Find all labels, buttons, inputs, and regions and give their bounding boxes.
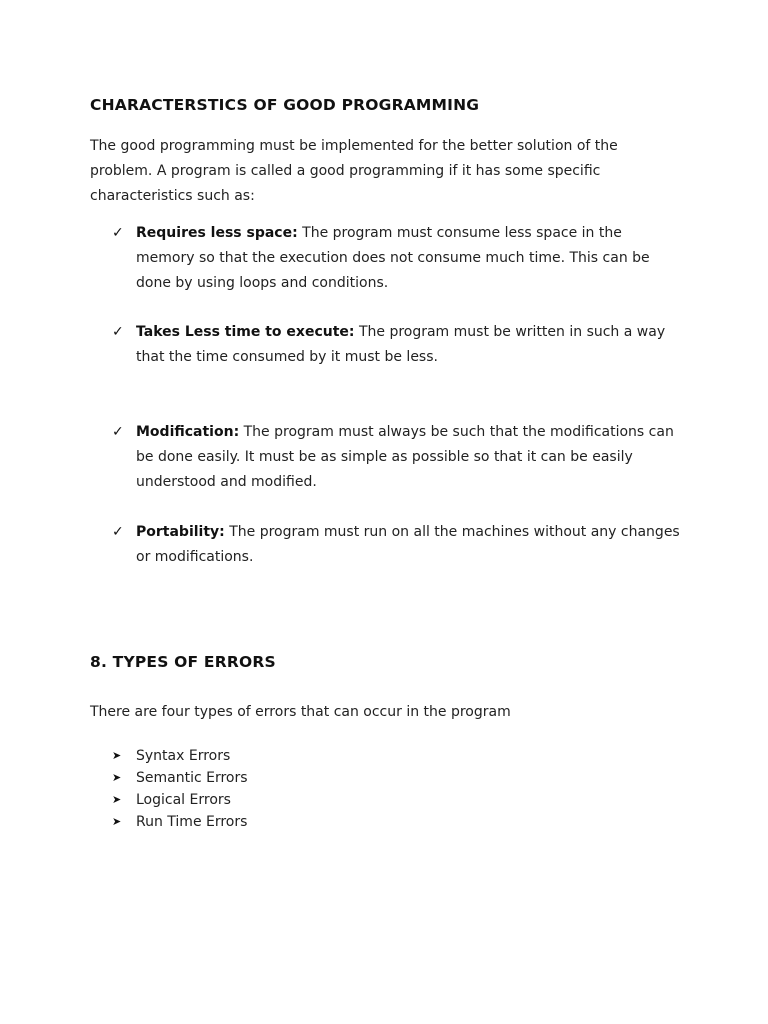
check-item-body [136, 320, 681, 370]
check-icon: ✓ [112, 225, 124, 241]
check-item-body [136, 221, 681, 296]
check-list-item [0, 221, 768, 301]
check-icon: ✓ [112, 424, 124, 440]
check-item-term: Portability: [136, 524, 225, 540]
section-intro-paragraph: The good programming must be implemented for the better solution of the problem. A program is called a good programming if it has some specific characteristics such as: [90, 138, 618, 204]
check-item-text: The program must always be such that the modifications can be done easily. It must be as simple as possible so that it can be easily understood and modified. [136, 424, 674, 490]
check-item-term: Takes Less time to execute: [136, 324, 355, 340]
list-item-label: Logical Errors [136, 792, 231, 808]
check-list-item [0, 320, 768, 375]
check-icon: ✓ [112, 524, 124, 540]
list-item-label: Run Time Errors [136, 814, 248, 830]
list-item-label: Semantic Errors [136, 770, 248, 786]
list-item [0, 811, 768, 833]
check-item-text: The program must run on all the machines without any changes or modifications. [136, 524, 680, 565]
arrow-bullet-icon: ➤ [112, 771, 122, 784]
list-item [0, 745, 768, 767]
check-item-text: The program must consume less space in the memory so that the execution does not consume much time. This can be done by using loops and conditions. [136, 225, 650, 291]
list-item [0, 789, 768, 811]
check-item-body [136, 420, 681, 495]
section-heading-types-of-errors: 8. TYPES OF ERRORS [90, 653, 276, 671]
section-heading-characteristics: CHARACTERSTICS OF GOOD PROGRAMMING [90, 96, 480, 114]
check-item-text: The program must be written in such a way that the time consumed by it must be less. [136, 324, 666, 365]
arrow-bullet-icon: ➤ [112, 793, 122, 806]
check-item-body [136, 520, 681, 570]
check-icon: ✓ [112, 324, 124, 340]
check-item-term: Requires less space: [136, 225, 298, 241]
arrow-bullet-icon: ➤ [112, 815, 122, 828]
check-item-term: Modification: [136, 424, 240, 440]
errors-intro-paragraph: There are four types of errors that can occur in the program [90, 704, 511, 720]
check-list-item [0, 520, 768, 575]
check-list-item [0, 420, 768, 500]
list-item-label: Syntax Errors [136, 748, 231, 764]
arrow-bullet-icon: ➤ [112, 749, 122, 762]
list-item [0, 767, 768, 789]
errors-list [0, 745, 768, 837]
